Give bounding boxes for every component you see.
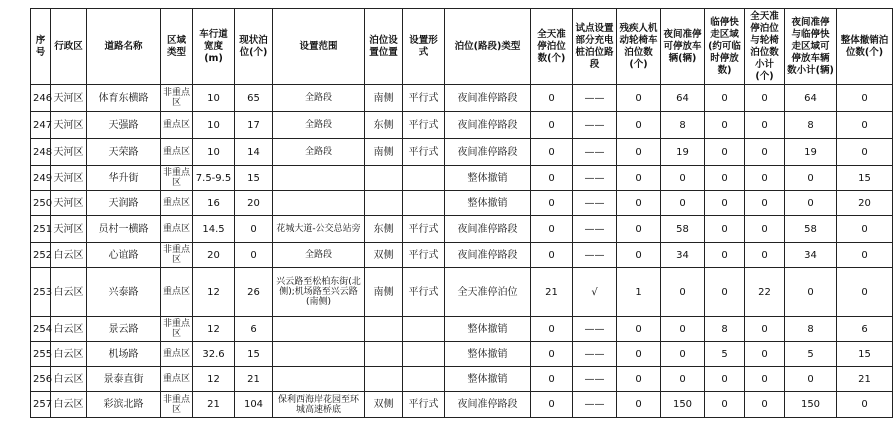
table-cell: 天河区: [51, 216, 87, 243]
table-cell: 12: [193, 367, 235, 392]
table-cell: 0: [235, 216, 273, 243]
table-cell: [365, 342, 403, 367]
table-cell: 32.6: [193, 342, 235, 367]
table-row: [31, 139, 893, 166]
table-cell: 白云区: [51, 392, 87, 418]
table-cell: 天河区: [51, 85, 87, 112]
table-cell: 246: [31, 85, 51, 112]
table-cell: 南侧: [365, 85, 403, 112]
table-cell: ——: [573, 191, 617, 216]
table-cell: 0: [745, 191, 785, 216]
table-cell: 非重点区: [161, 243, 193, 268]
table-cell: 0: [531, 392, 573, 418]
table-cell: [403, 317, 445, 342]
table-cell: 整体撤销: [445, 317, 531, 342]
table-cell: 重点区: [161, 268, 193, 317]
table-cell: 平行式: [403, 216, 445, 243]
table-cell: 天润路: [87, 191, 161, 216]
table-cell: 0: [785, 367, 837, 392]
table-cell: 东侧: [365, 112, 403, 139]
table-cell: 夜间准停路段: [445, 139, 531, 166]
table-cell: 白云区: [51, 243, 87, 268]
table-cell: 0: [837, 268, 893, 317]
table-cell: 全天准停泊位: [445, 268, 531, 317]
table-cell: 整体撤销: [445, 191, 531, 216]
table-cell: 0: [661, 166, 705, 191]
table-cell: 0: [531, 216, 573, 243]
table-cell: 重点区: [161, 112, 193, 139]
table-cell: 0: [617, 191, 661, 216]
table-cell: 12: [193, 268, 235, 317]
table-cell: 整体撤销: [445, 367, 531, 392]
table-cell: 0: [785, 268, 837, 317]
column-header: 试点设置部分充电桩泊位路段: [573, 9, 617, 85]
table-cell: [365, 367, 403, 392]
table-cell: 整体撤销: [445, 342, 531, 367]
column-header: 临停快走区域(约可临时停放数): [705, 9, 745, 85]
table-cell: 夜间准停路段: [445, 85, 531, 112]
table-cell: 0: [531, 367, 573, 392]
table-cell: 58: [661, 216, 705, 243]
table-cell: 22: [745, 268, 785, 317]
table-cell: 64: [785, 85, 837, 112]
table-cell: 重点区: [161, 216, 193, 243]
table-cell: 15: [837, 166, 893, 191]
table-cell: 5: [785, 342, 837, 367]
table-cell: 平行式: [403, 392, 445, 418]
table-cell: 6: [837, 317, 893, 342]
table-cell: [365, 191, 403, 216]
table-cell: 0: [837, 216, 893, 243]
table-cell: 0: [531, 191, 573, 216]
table-cell: 白云区: [51, 342, 87, 367]
table-cell: 104: [235, 392, 273, 418]
table-cell: 248: [31, 139, 51, 166]
table-cell: 全路段: [273, 85, 365, 112]
table-cell: 0: [705, 112, 745, 139]
table-cell: 平行式: [403, 243, 445, 268]
table-cell: [273, 191, 365, 216]
column-header: 行政区: [51, 9, 87, 85]
table-cell: 0: [745, 243, 785, 268]
table-cell: 0: [705, 166, 745, 191]
table-cell: 15: [837, 342, 893, 367]
table-cell: 天强路: [87, 112, 161, 139]
table-row: [31, 166, 893, 191]
table-cell: 双侧: [365, 392, 403, 418]
table-cell: 天荣路: [87, 139, 161, 166]
column-header: 现状泊位(个): [235, 9, 273, 85]
table-row: [31, 317, 893, 342]
table-cell: 0: [617, 342, 661, 367]
table-cell: 0: [837, 392, 893, 418]
table-cell: 东侧: [365, 216, 403, 243]
table-cell: 6: [235, 317, 273, 342]
table-cell: 0: [531, 85, 573, 112]
table-cell: ——: [573, 317, 617, 342]
table-cell: 0: [235, 243, 273, 268]
table-cell: ——: [573, 392, 617, 418]
table-cell: 兴云路至松柏东街(北侧);机场路至兴云路(南侧): [273, 268, 365, 317]
table-cell: 重点区: [161, 342, 193, 367]
table-cell: 0: [531, 139, 573, 166]
table-cell: [273, 317, 365, 342]
table-cell: 150: [661, 392, 705, 418]
table-cell: 白云区: [51, 317, 87, 342]
table-cell: 0: [617, 85, 661, 112]
table-cell: 8: [705, 317, 745, 342]
table-row: [31, 243, 893, 268]
table-cell: 保利西海岸花园至环城高速桥底: [273, 392, 365, 418]
column-header: 道路名称: [87, 9, 161, 85]
table-cell: 0: [745, 392, 785, 418]
column-header: 设置范围: [273, 9, 365, 85]
column-header: 设置形式: [403, 9, 445, 85]
table-cell: [403, 191, 445, 216]
table-cell: 251: [31, 216, 51, 243]
table-cell: 0: [661, 317, 705, 342]
table-cell: 0: [705, 216, 745, 243]
table-cell: 8: [785, 112, 837, 139]
table-cell: ——: [573, 166, 617, 191]
table-cell: ——: [573, 85, 617, 112]
table-cell: 12: [193, 317, 235, 342]
table-cell: 0: [617, 216, 661, 243]
table-cell: 重点区: [161, 191, 193, 216]
table-cell: 15: [235, 166, 273, 191]
table-cell: 非重点区: [161, 317, 193, 342]
table-cell: 0: [531, 166, 573, 191]
table-cell: 0: [531, 317, 573, 342]
table-cell: 64: [661, 85, 705, 112]
table-cell: 0: [837, 243, 893, 268]
column-header: 泊位设置位置: [365, 9, 403, 85]
table-cell: 252: [31, 243, 51, 268]
table-cell: [403, 342, 445, 367]
table-cell: [365, 317, 403, 342]
table-cell: 14.5: [193, 216, 235, 243]
table-cell: 彩滨北路: [87, 392, 161, 418]
table-cell: 1: [617, 268, 661, 317]
table-cell: 34: [785, 243, 837, 268]
table-cell: 0: [837, 112, 893, 139]
table-row: [31, 85, 893, 112]
table-cell: 0: [661, 342, 705, 367]
table-cell: ——: [573, 342, 617, 367]
table-cell: 21: [235, 367, 273, 392]
table-cell: 0: [745, 139, 785, 166]
table-cell: 0: [617, 243, 661, 268]
header-row: [31, 9, 893, 85]
table-cell: 0: [705, 85, 745, 112]
table-cell: 天河区: [51, 191, 87, 216]
table-cell: 8: [661, 112, 705, 139]
table-cell: 253: [31, 268, 51, 317]
table-row: [31, 191, 893, 216]
table-cell: ——: [573, 243, 617, 268]
column-header: 夜间准停可停放车辆(辆): [661, 9, 705, 85]
column-header: 残疾人机动轮椅车泊位数(个): [617, 9, 661, 85]
table-cell: 天河区: [51, 166, 87, 191]
table-cell: 0: [705, 191, 745, 216]
column-header: 区域类型: [161, 9, 193, 85]
table-cell: ——: [573, 112, 617, 139]
table-cell: 华升街: [87, 166, 161, 191]
table-cell: 夜间准停路段: [445, 243, 531, 268]
table-cell: 双侧: [365, 243, 403, 268]
table-cell: 非重点区: [161, 392, 193, 418]
table-cell: 10: [193, 139, 235, 166]
table-cell: 0: [745, 112, 785, 139]
table-cell: 0: [705, 139, 745, 166]
table-cell: 17: [235, 112, 273, 139]
table-cell: 247: [31, 112, 51, 139]
table-cell: 0: [745, 85, 785, 112]
table-cell: 16: [193, 191, 235, 216]
column-header: 泊位(路段)类型: [445, 9, 531, 85]
table-cell: 机场路: [87, 342, 161, 367]
table-cell: 21: [193, 392, 235, 418]
table-row: [31, 392, 893, 418]
table-cell: 景云路: [87, 317, 161, 342]
table-cell: 34: [661, 243, 705, 268]
table-cell: 0: [661, 268, 705, 317]
table-cell: 员村一横路: [87, 216, 161, 243]
table-row: [31, 216, 893, 243]
table-cell: √: [573, 268, 617, 317]
table-cell: 10: [193, 85, 235, 112]
table-cell: 重点区: [161, 139, 193, 166]
table-cell: 平行式: [403, 268, 445, 317]
table-cell: 0: [531, 112, 573, 139]
table-cell: 0: [617, 112, 661, 139]
table-cell: 0: [531, 342, 573, 367]
table-cell: 58: [785, 216, 837, 243]
table-cell: 0: [705, 367, 745, 392]
table-cell: 0: [661, 367, 705, 392]
table-cell: 全路段: [273, 243, 365, 268]
table-cell: 0: [837, 85, 893, 112]
table-cell: 0: [745, 216, 785, 243]
table-cell: 非重点区: [161, 166, 193, 191]
table-cell: 21: [531, 268, 573, 317]
table-cell: 0: [617, 367, 661, 392]
table-cell: 254: [31, 317, 51, 342]
table-cell: 8: [785, 317, 837, 342]
table-cell: 250: [31, 191, 51, 216]
table-cell: 白云区: [51, 367, 87, 392]
table-cell: ——: [573, 216, 617, 243]
column-header: 整体撤销泊位数(个): [837, 9, 893, 85]
table-cell: 19: [785, 139, 837, 166]
table-cell: 兴泰路: [87, 268, 161, 317]
table-cell: 夜间准停路段: [445, 216, 531, 243]
table-cell: 0: [617, 317, 661, 342]
column-header: 序号: [31, 9, 51, 85]
table-cell: 南侧: [365, 268, 403, 317]
table-cell: 体育东横路: [87, 85, 161, 112]
table-cell: 0: [705, 243, 745, 268]
table-cell: 景泰直街: [87, 367, 161, 392]
table-cell: 7.5-9.5: [193, 166, 235, 191]
table-cell: 20: [235, 191, 273, 216]
table-cell: 0: [785, 166, 837, 191]
table-cell: 天河区: [51, 112, 87, 139]
table-cell: 0: [745, 317, 785, 342]
table-cell: 26: [235, 268, 273, 317]
table-cell: 0: [661, 191, 705, 216]
column-header: 全天准停泊位数(个): [531, 9, 573, 85]
table-cell: ——: [573, 139, 617, 166]
table-cell: 20: [837, 191, 893, 216]
table-row: [31, 342, 893, 367]
table-cell: [273, 367, 365, 392]
table-cell: 平行式: [403, 112, 445, 139]
table-cell: 全路段: [273, 139, 365, 166]
table-row: [31, 367, 893, 392]
table-cell: 白云区: [51, 268, 87, 317]
table-cell: 整体撤销: [445, 166, 531, 191]
table-cell: 0: [705, 268, 745, 317]
table-cell: 花城大道-公交总站旁: [273, 216, 365, 243]
table-cell: 255: [31, 342, 51, 367]
table-cell: 20: [193, 243, 235, 268]
table-cell: 重点区: [161, 367, 193, 392]
column-header: 夜间准停与临停快走区域可停放车辆数小计(辆): [785, 9, 837, 85]
table-cell: 天河区: [51, 139, 87, 166]
table-cell: 平行式: [403, 139, 445, 166]
table-cell: 0: [785, 191, 837, 216]
table-cell: 0: [705, 392, 745, 418]
table-cell: 150: [785, 392, 837, 418]
table-cell: 257: [31, 392, 51, 418]
table-cell: 19: [661, 139, 705, 166]
table-cell: 0: [745, 166, 785, 191]
column-header: 车行道宽度(m): [193, 9, 235, 85]
table-cell: 14: [235, 139, 273, 166]
table-cell: [273, 342, 365, 367]
table-cell: 249: [31, 166, 51, 191]
table-cell: 10: [193, 112, 235, 139]
table-cell: ——: [573, 367, 617, 392]
table-cell: [403, 367, 445, 392]
table-row: [31, 112, 893, 139]
table-cell: 65: [235, 85, 273, 112]
table-cell: 南侧: [365, 139, 403, 166]
table-cell: 0: [617, 139, 661, 166]
table-cell: [403, 166, 445, 191]
table-cell: 心谊路: [87, 243, 161, 268]
table-cell: 21: [837, 367, 893, 392]
table-cell: 0: [617, 166, 661, 191]
table-cell: 夜间准停路段: [445, 112, 531, 139]
table-cell: [273, 166, 365, 191]
table-cell: [365, 166, 403, 191]
table-cell: 15: [235, 342, 273, 367]
table-cell: 平行式: [403, 85, 445, 112]
table-cell: 0: [531, 243, 573, 268]
table-cell: 全路段: [273, 112, 365, 139]
table-cell: 0: [745, 342, 785, 367]
table-cell: 夜间准停路段: [445, 392, 531, 418]
table-cell: 0: [837, 139, 893, 166]
table-cell: 256: [31, 367, 51, 392]
parking-table: [30, 8, 893, 418]
table-cell: 0: [617, 392, 661, 418]
column-header: 全天准停泊位与轮椅泊位数小计(个): [745, 9, 785, 85]
table-cell: 5: [705, 342, 745, 367]
table-row: [31, 268, 893, 317]
table-cell: 0: [745, 367, 785, 392]
parking-table-page: [30, 8, 889, 418]
table-cell: 非重点区: [161, 85, 193, 112]
